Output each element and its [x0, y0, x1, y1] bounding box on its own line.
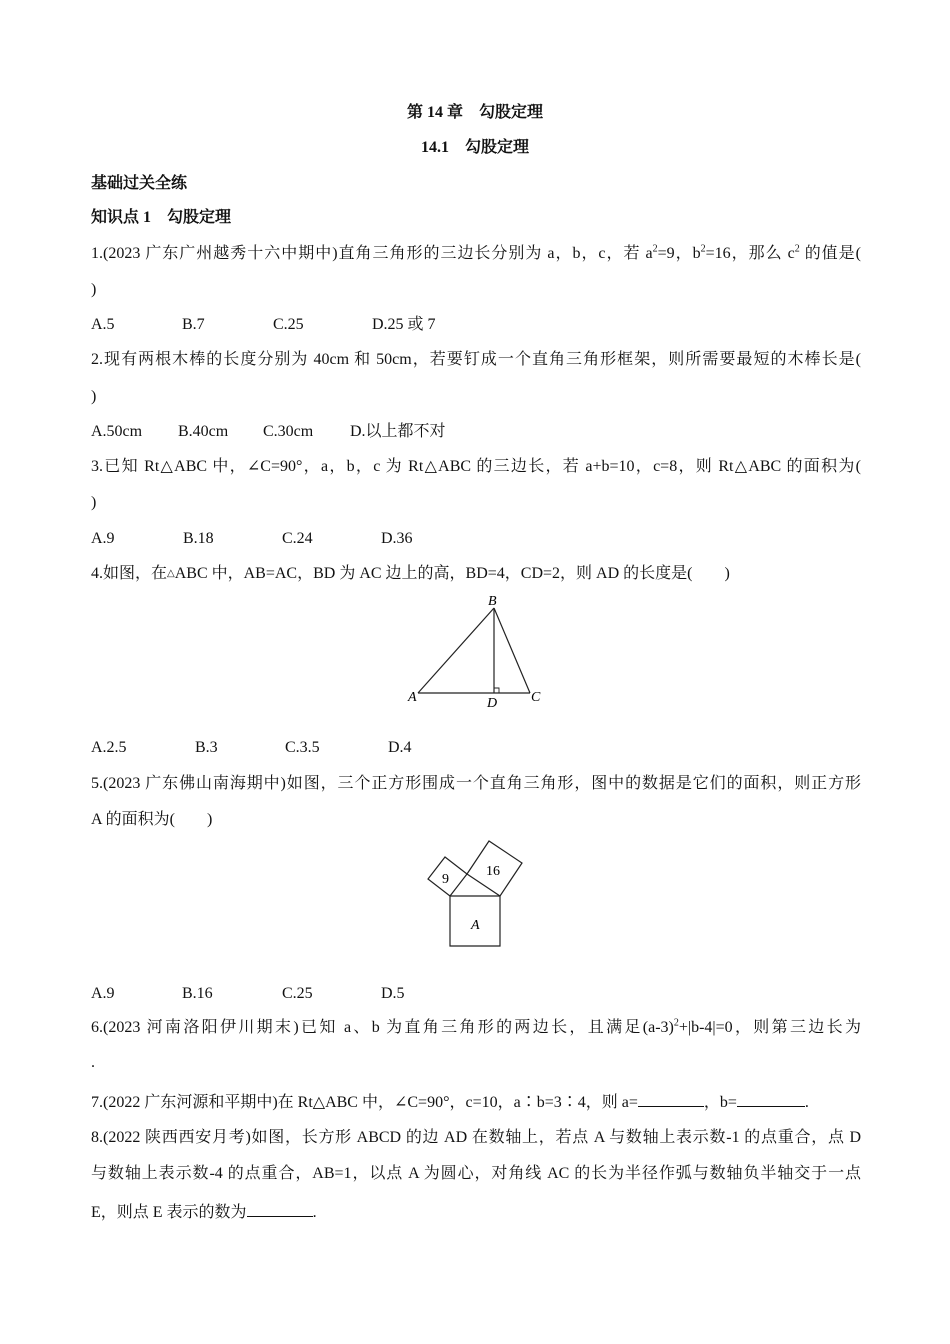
question-5: 5.(2023 广东佛山南海期中)如图，三个正方形围成一个直角三角形，图中的数据是它们的面积，则正方形 — [91, 775, 861, 792]
chapter-title: 第 14 章 勾股定理 — [406, 104, 543, 121]
q1-option-a: A.5 — [91, 316, 115, 333]
q5-option-a: A.9 — [91, 985, 115, 1002]
q4-right-angle-mark — [494, 688, 499, 693]
q4-option-a: A.2.5 — [91, 739, 127, 756]
q2-option-b: B.40cm — [178, 423, 229, 440]
q3-option-a: A.9 — [91, 530, 115, 547]
q4-text-a: 4.如图，在 — [91, 565, 168, 582]
q1-sup-2: 2 — [700, 243, 706, 255]
q7-text-b: ，b= — [703, 1094, 737, 1111]
q6-text-a: 6.(2023 河南洛阳伊川期末)已知 a、b 为直角三角形的两边长，且满足(a-3) — [91, 1019, 674, 1036]
question-8-line-3 — [91, 1200, 861, 1223]
q1-text-a: 1.(2023 广东广州越秀十六中期中)直角三角形的三边长分别为 a，b，c，若 a — [91, 245, 653, 262]
q4-triangle-figure — [400, 590, 560, 714]
q4-triangle-symbol: △ — [167, 568, 175, 579]
q1-text-d: 的值是( — [799, 245, 861, 262]
q3-option-c: C.24 — [282, 530, 313, 547]
q4-label-b: B — [488, 594, 497, 609]
q1-option-d: D.25 或 7 — [372, 316, 436, 333]
q5-option-c: C.25 — [282, 985, 313, 1002]
question-3: 3.已知 Rt△ABC 中，∠C=90°，a，b，c 为 Rt△ABC 的三边长，若 a+b=10，c=8，则 Rt△ABC 的面积为( — [91, 458, 861, 475]
q5-continuation: A 的面积为( ) — [91, 811, 213, 828]
question-1 — [91, 244, 861, 264]
question-4 — [91, 564, 861, 584]
q4-option-d: D.4 — [388, 739, 412, 756]
q3-option-b: B.18 — [183, 530, 214, 547]
q7-text-a: 7.(2022 广东河源和平期中)在 Rt△ABC 中，∠C=90°，c=10，a∶b=3∶4，则 a= — [91, 1094, 638, 1111]
q4-side-ab — [418, 608, 494, 693]
q4-label-d: D — [487, 696, 498, 711]
q3-option-d: D.36 — [381, 530, 413, 547]
q2-option-d: D.以上都不对 — [350, 423, 446, 440]
question-8-line-2: 与数轴上表示数-4 的点重合，AB=1，以点 A 为圆心，对角线 AC 的长为半径作弧与数轴负半轴交于一点 — [91, 1165, 861, 1182]
q1-text-b: =9，b — [657, 245, 701, 262]
q4-side-bc — [494, 608, 530, 693]
q5-option-d: D.5 — [381, 985, 405, 1002]
q2-option-a: A.50cm — [91, 423, 143, 440]
q2-option-c: C.30cm — [263, 423, 314, 440]
q7-blank-b[interactable] — [737, 1090, 805, 1107]
q7-blank-a[interactable] — [638, 1090, 704, 1107]
q1-text-c: =16，那么 c — [705, 245, 795, 262]
q5-label-16: 16 — [486, 864, 500, 879]
section-title: 14.1 勾股定理 — [420, 139, 529, 156]
q7-text-c: . — [804, 1094, 809, 1111]
q1-sup-3: 2 — [794, 243, 800, 255]
q4-label-c: C — [531, 690, 541, 705]
q4-option-b: B.3 — [195, 739, 218, 756]
q6-sup: 2 — [673, 1017, 679, 1029]
q4-option-c: C.3.5 — [285, 739, 320, 756]
q8-blank[interactable] — [247, 1200, 313, 1217]
q5-label-9: 9 — [442, 872, 449, 887]
q1-option-b: B.7 — [182, 316, 205, 333]
q3-continuation: ) — [91, 494, 97, 511]
knowledge-point-title: 知识点 1 勾股定理 — [91, 209, 232, 226]
q2-continuation: ) — [91, 388, 97, 405]
q4-text-b: ABC 中，AB=AC，BD 为 AC 边上的高，BD=4，CD=2，则 AD 的长度是( ) — [174, 565, 730, 582]
q1-option-c: C.25 — [273, 316, 304, 333]
q8-text-b: . — [312, 1204, 317, 1221]
q8-text-a: E，则点 E 表示的数为 — [91, 1204, 247, 1221]
part-title: 基础过关全练 — [91, 175, 188, 192]
question-7 — [91, 1090, 861, 1113]
q1-continuation: ) — [91, 281, 97, 298]
q5-squares-figure — [420, 838, 530, 952]
q6-continuation: . — [91, 1054, 95, 1071]
q1-sup-1: 2 — [652, 243, 658, 255]
q6-text-b: +|b-4|=0，则第三边长为 — [678, 1019, 861, 1036]
q5-option-b: B.16 — [182, 985, 213, 1002]
q5-label-a: A — [471, 918, 480, 933]
question-8-line-1: 8.(2022 陕西西安月考)如图，长方形 ABCD 的边 AD 在数轴上，若点 A 与数轴上表示数-1 的点重合，点 D — [91, 1129, 861, 1146]
question-6 — [91, 1018, 861, 1038]
question-2: 2.现有两根木棒的长度分别为 40cm 和 50cm，若要钉成一个直角三角形框架，则所需要最短的木棒长是( — [91, 351, 861, 368]
q4-label-a: A — [408, 690, 417, 705]
